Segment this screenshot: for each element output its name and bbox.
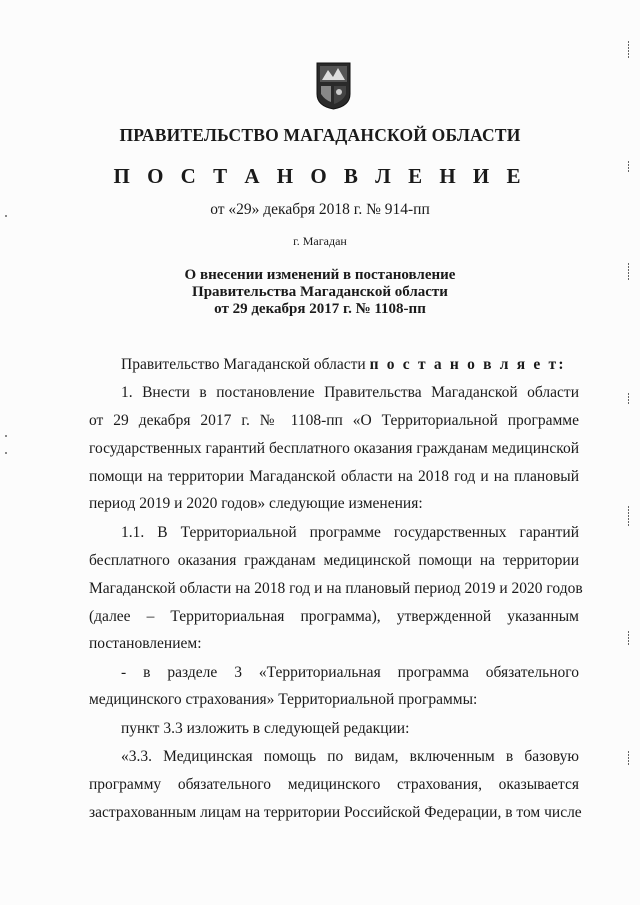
paragraph-line: (далее – Территориальная программа), утвержденной указанным — [89, 608, 579, 625]
scan-artifact — [5, 435, 7, 437]
document-type-title: П О С Т А Н О В Л Е Н И Е — [113, 164, 527, 188]
scan-artifact — [628, 40, 632, 59]
intro-resolves: п о с т а н о в л я е т: — [369, 356, 566, 373]
document-city: г. Магадан — [293, 234, 347, 248]
coat-of-arms-emblem — [316, 62, 351, 110]
paragraph-line: 1.1. В Территориальной программе государственных гарантий — [121, 524, 579, 541]
scan-artifact — [5, 452, 7, 454]
resolution-intro — [121, 355, 566, 375]
paragraph-line: государственных гарантий бесплатного оказания гражданам медицинской — [89, 440, 579, 457]
paragraph-line: Магаданской области на 2018 год и на плановый период 2019 и 2020 годов — [89, 580, 583, 597]
scan-artifact — [628, 630, 632, 646]
subject-line: от 29 декабря 2017 г. № 1108-пп — [214, 301, 426, 317]
document-date-number: от «29» декабря 2018 г. № 914-пп — [210, 201, 430, 218]
paragraph-line: бесплатного оказания гражданам медицинской помощи на территории — [89, 552, 579, 569]
scan-artifact — [5, 215, 7, 217]
government-title: ПРАВИТЕЛЬСТВО МАГАДАНСКОЙ ОБЛАСТИ — [119, 125, 521, 145]
scan-artifact — [628, 262, 632, 281]
subject-line: О внесении изменений в постановление — [184, 267, 456, 283]
intro-text: Правительство Магаданской области — [121, 356, 370, 373]
paragraph-line: помощи на территории Магаданской области на 2018 год и на плановый — [89, 468, 579, 485]
scan-artifact — [628, 505, 632, 527]
paragraph-line: период 2019 и 2020 годов» следующие изменения: — [89, 495, 423, 512]
scan-artifact — [628, 392, 632, 405]
paragraph-line: программу обязательного медицинского страхования, оказывается — [89, 776, 579, 793]
paragraph-line: застрахованным лицам на территории Российской Федерации, в том числе — [89, 804, 582, 821]
document-subject — [0, 267, 640, 318]
scan-artifact — [628, 160, 632, 173]
paragraph-line: пункт 3.3 изложить в следующей редакции: — [121, 720, 410, 737]
paragraph-line: медицинского страхования» Территориальной программы: — [89, 691, 478, 708]
paragraph-line: 1. Внести в постановление Правительства Магаданской области — [121, 384, 579, 401]
paragraph-line: - в разделе 3 «Территориальная программа обязательного — [121, 664, 579, 681]
subject-line: Правительства Магаданской области — [192, 284, 448, 300]
paragraph-line: «3.3. Медицинская помощь по видам, включенным в базовую — [121, 748, 579, 765]
paragraph-line: от 29 декабря 2017 г. № 1108-пп «О Территориальной программе — [89, 412, 579, 429]
paragraph-line: постановлением: — [89, 635, 202, 652]
scan-artifact — [628, 750, 632, 766]
